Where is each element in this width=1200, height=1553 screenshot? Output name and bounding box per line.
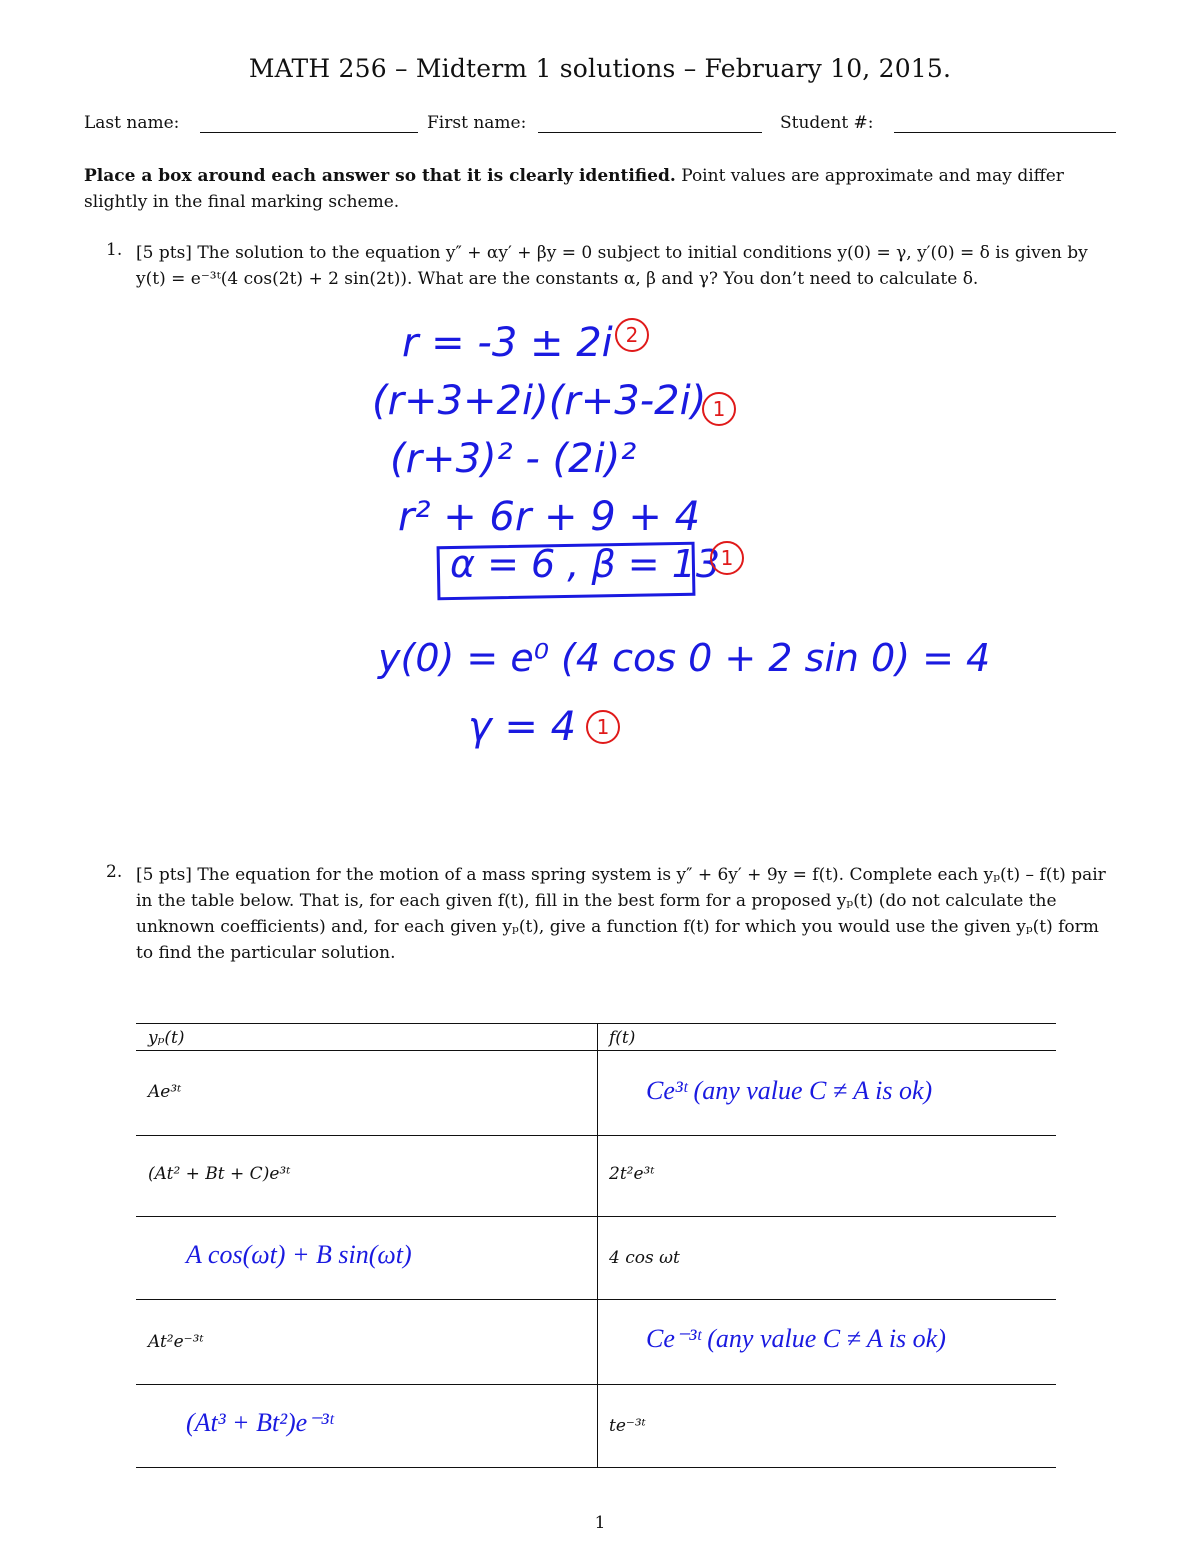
q1-number: 1. — [106, 240, 123, 260]
table-rule — [136, 1299, 1056, 1300]
instructions — [84, 163, 1118, 215]
mark-circle: 1 — [586, 710, 620, 744]
q2-text: [5 pts] The equation for the motion of a mass spring system is y″ + 6y′ + 9y = f(t). Complete each yₚ(t) – f(t) pair in the table below. That is, for each given f(t), fill in the best form for a proposed yₚ(t) (do not calculate the unknown coefficients) and, for each given yₚ(t), give a function f(t) for which you would use the given yₚ(t) form to find the particular solution. — [136, 865, 1106, 963]
mark-circle: 1 — [702, 392, 736, 426]
q1-text: [5 pts] The solution to the equation y″ + αy′ + βy = 0 subject to initial conditions y(0) = γ, y′(0) = δ is given by y(t) = e⁻³ᵗ(4 cos(2t) + 2 sin(2t)). What are the constants α, β and γ? You don’t need to calculate δ. — [136, 243, 1088, 289]
table-cell-f-answer: Ce⁻³ᵗ (any value C ≠ A is ok) — [646, 1324, 946, 1353]
table-header-yp: yₚ(t) — [148, 1028, 185, 1048]
table-cell-yp-answer: A cos(ωt) + B sin(ωt) — [186, 1240, 412, 1269]
first-name-label: First name: — [427, 113, 527, 133]
table-cell-yp: (At² + Bt + C)e³ᵗ — [148, 1164, 291, 1184]
student-number-field[interactable] — [894, 132, 1116, 133]
q1-answer-gamma: γ = 4 — [468, 704, 577, 750]
instructions-bold: Place a box around each answer so that it is clearly identified. — [84, 166, 676, 186]
q1-work-line-3: (r+3)² - (2i)² — [390, 436, 637, 482]
q2-number: 2. — [106, 862, 123, 882]
instructions-text: Point values are approximate and may differ slightly in the final marking scheme. — [84, 166, 1064, 212]
name-fields — [84, 113, 1116, 139]
table-rule — [136, 1384, 1056, 1385]
table-column-divider — [597, 1023, 598, 1468]
table-rule-bottom — [136, 1467, 1056, 1468]
table-rule-top — [136, 1023, 1056, 1024]
table-cell-yp: Ae³ᵗ — [148, 1082, 182, 1102]
table-cell-f: te⁻³ᵗ — [609, 1416, 646, 1436]
table-header-f: f(t) — [609, 1028, 636, 1048]
q1-work-line-6: y(0) = e⁰ (4 cos 0 + 2 sin 0) = 4 — [378, 636, 991, 680]
q1-work-line-2: (r+3+2i)(r+3-2i) — [372, 378, 707, 424]
table-cell-f: 4 cos ωt — [609, 1248, 680, 1268]
q1-answer-alpha-beta: α = 6 , β = 13 — [450, 542, 721, 586]
mark-circle: 2 — [615, 318, 649, 352]
table-rule — [136, 1135, 1056, 1136]
table-cell-yp: At²e⁻³ᵗ — [148, 1332, 204, 1352]
table-cell-f-answer: Ce³ᵗ (any value C ≠ A is ok) — [646, 1076, 933, 1105]
table-cell-f: 2t²e³ᵗ — [609, 1164, 655, 1184]
table-rule — [136, 1216, 1056, 1217]
q1-work-line-1: r = -3 ± 2i — [402, 320, 613, 366]
mark-circle: 1 — [710, 541, 744, 575]
page-number: 1 — [594, 1513, 606, 1533]
table-rule-header — [136, 1050, 1056, 1051]
q1-work-line-4: r² + 6r + 9 + 4 — [398, 494, 701, 540]
last-name-label: Last name: — [84, 113, 180, 133]
page-title: MATH 256 – Midterm 1 solutions – February 10, 2015. — [248, 54, 952, 83]
first-name-field[interactable] — [538, 132, 762, 133]
last-name-field[interactable] — [200, 132, 418, 133]
table-cell-yp-answer: (At³ + Bt²)e⁻³ᵗ — [186, 1408, 334, 1437]
student-number-label: Student #: — [780, 113, 874, 133]
